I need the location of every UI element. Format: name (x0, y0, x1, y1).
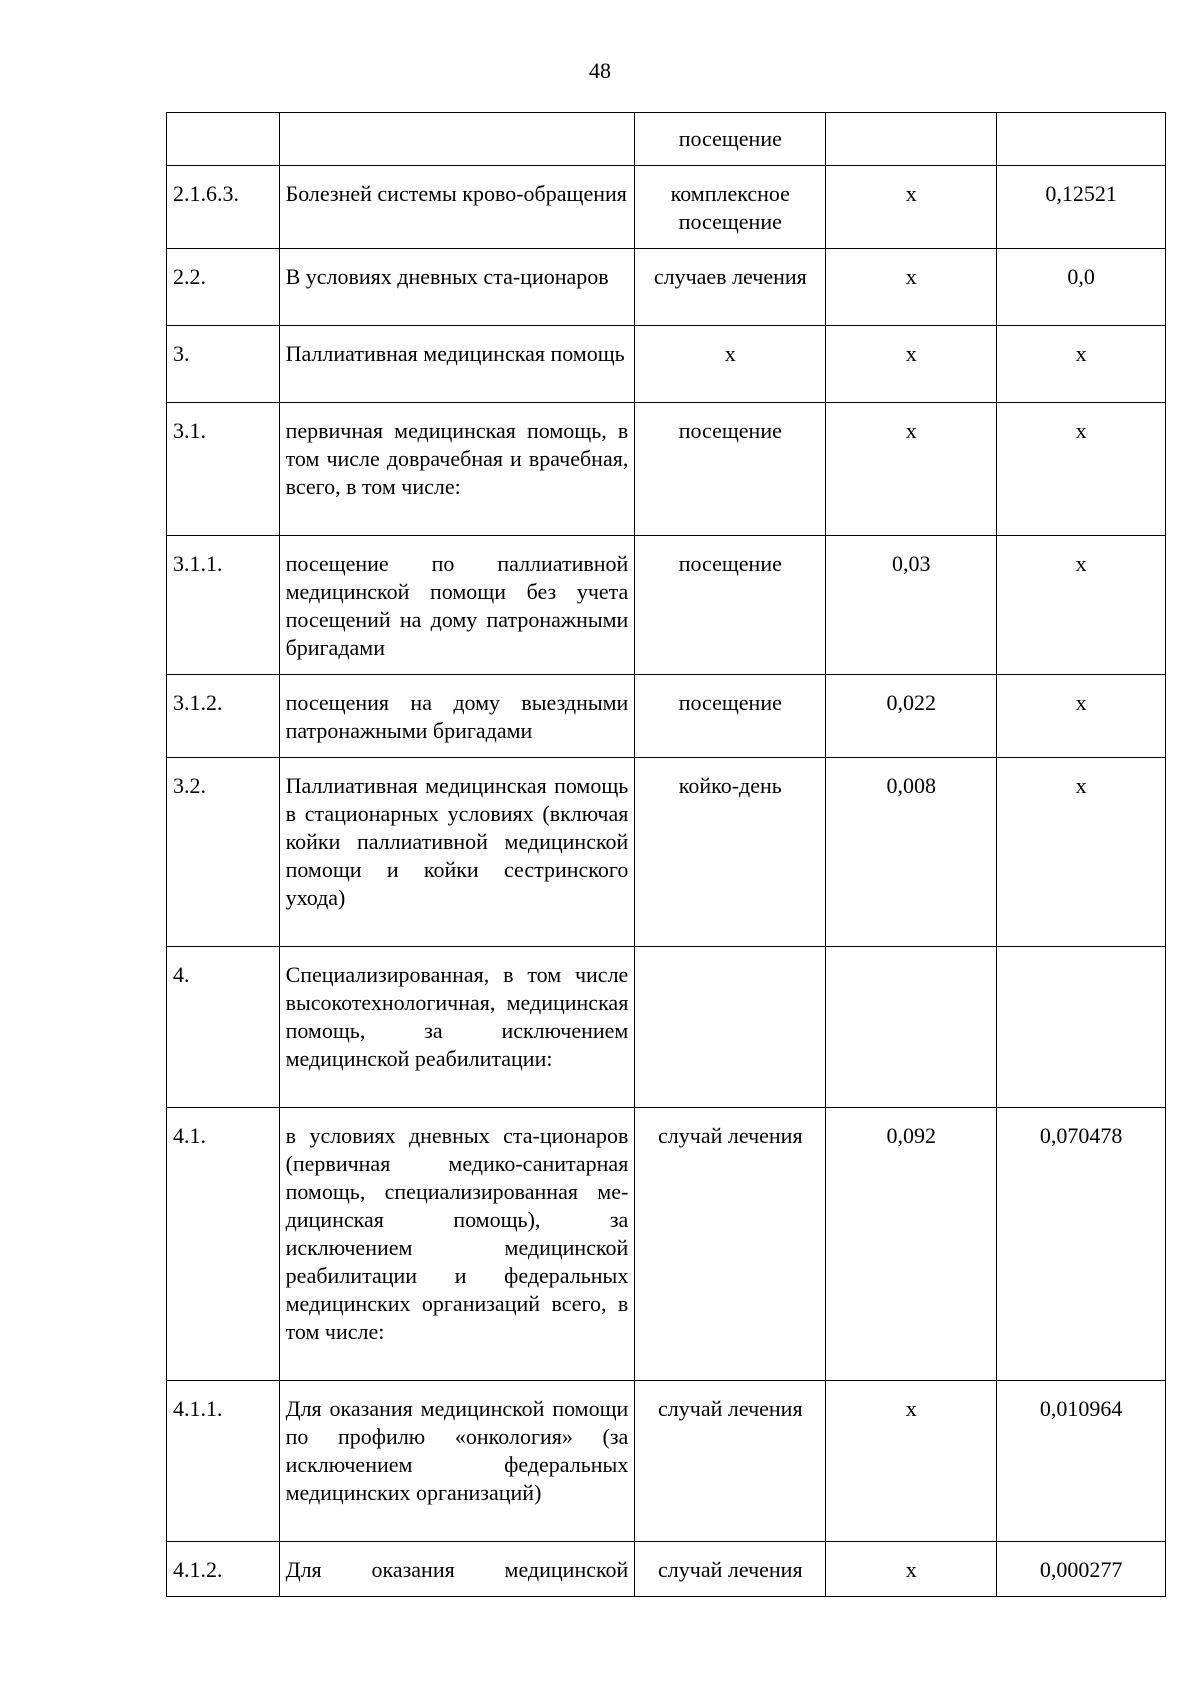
row-value1-cell: х (826, 1542, 997, 1597)
row-value2-cell (997, 113, 1166, 166)
row-value1-cell: х (826, 403, 997, 536)
table-row (167, 1542, 1166, 1597)
row-name-cell: Паллиативная медицинская помощь в стационарных условиях (включая койки паллиативной медицинской помощи и койки сестринского ухода) (279, 758, 635, 947)
row-name-cell: Паллиативная медицинская помощь (279, 326, 635, 403)
row-unit-cell: посещение (635, 113, 826, 166)
table-row (167, 166, 1166, 249)
table-row (167, 403, 1166, 536)
row-unit-cell: х (635, 326, 826, 403)
row-value1-cell: 0,022 (826, 675, 997, 758)
table-row (167, 249, 1166, 326)
row-value2-cell (997, 947, 1166, 1108)
row-value2-cell: х (997, 675, 1166, 758)
row-name-cell: Для оказания медицинской помощи по профилю «онкология» (за исключением федеральных медицинских организаций) (279, 1381, 635, 1542)
row-unit-cell (635, 947, 826, 1108)
row-number-cell: 4. (167, 947, 280, 1108)
row-unit-cell: комплексное посещение (635, 166, 826, 249)
row-name-cell: посещения на дому выездными патронажными бригадами (279, 675, 635, 758)
row-unit-cell: случай лечения (635, 1108, 826, 1381)
row-value1-cell: 0,092 (826, 1108, 997, 1381)
row-value1-cell (826, 947, 997, 1108)
row-value2-cell: х (997, 758, 1166, 947)
row-name-cell (279, 113, 635, 166)
row-value1-cell (826, 113, 997, 166)
row-value1-cell: х (826, 326, 997, 403)
row-value1-cell: 0,03 (826, 536, 997, 675)
row-unit-cell: посещение (635, 403, 826, 536)
table-row (167, 758, 1166, 947)
row-name-cell: в условиях дневных ста-ционаров (первичная медико-санитарная помощь, специализированная ме-дицинская помощь), за исключением медицинской реабилитации и федеральных медицинских организаций всего, в том числе: (279, 1108, 635, 1381)
row-name-cell: В условиях дневных ста-ционаров (279, 249, 635, 326)
row-number-cell: 3.1. (167, 403, 280, 536)
row-number-cell: 3.1.1. (167, 536, 280, 675)
table-row (167, 326, 1166, 403)
row-number-cell: 2.1.6.3. (167, 166, 280, 249)
row-name-cell: первичная медицинская помощь, в том числе доврачебная и врачебная, всего, в том числе: (279, 403, 635, 536)
row-unit-cell: случай лечения (635, 1381, 826, 1542)
table-row (167, 947, 1166, 1108)
row-value2-cell: х (997, 403, 1166, 536)
row-value1-cell: х (826, 249, 997, 326)
row-value2-cell: 0,070478 (997, 1108, 1166, 1381)
page-number: 48 (589, 58, 611, 83)
row-number-cell: 4.1.2. (167, 1542, 280, 1597)
row-value2-cell: 0,0 (997, 249, 1166, 326)
row-name-cell: Болезней системы крово-обращения (279, 166, 635, 249)
row-number-cell: 4.1.1. (167, 1381, 280, 1542)
row-value1-cell: х (826, 1381, 997, 1542)
row-unit-cell: случай лечения (635, 1542, 826, 1597)
table-row (167, 1381, 1166, 1542)
row-value1-cell: х (826, 166, 997, 249)
row-number-cell: 4.1. (167, 1108, 280, 1381)
row-value2-cell: х (997, 326, 1166, 403)
row-name-cell: Специализированная, в том числе высокотехнологичная, медицинская помощь, за исключением медицинской реабилитации: (279, 947, 635, 1108)
row-value2-cell: 0,000277 (997, 1542, 1166, 1597)
row-number-cell: 3. (167, 326, 280, 403)
row-number-cell (167, 113, 280, 166)
table-row (167, 675, 1166, 758)
row-unit-cell: посещение (635, 675, 826, 758)
table-row (167, 113, 1166, 166)
row-name-cell: Для оказания медицинской (279, 1542, 635, 1597)
row-value2-cell: 0,010964 (997, 1381, 1166, 1542)
row-unit-cell: койко-день (635, 758, 826, 947)
row-value2-cell: х (997, 536, 1166, 675)
norms-table (166, 112, 1166, 1597)
table-row (167, 536, 1166, 675)
row-name-cell: посещение по паллиативной медицинской помощи без учета посещений на дому патронажными бригадами (279, 536, 635, 675)
row-number-cell: 2.2. (167, 249, 280, 326)
row-number-cell: 3.1.2. (167, 675, 280, 758)
row-unit-cell: случаев лечения (635, 249, 826, 326)
row-value2-cell: 0,12521 (997, 166, 1166, 249)
row-value1-cell: 0,008 (826, 758, 997, 947)
row-unit-cell: посещение (635, 536, 826, 675)
row-number-cell: 3.2. (167, 758, 280, 947)
table-row (167, 1108, 1166, 1381)
